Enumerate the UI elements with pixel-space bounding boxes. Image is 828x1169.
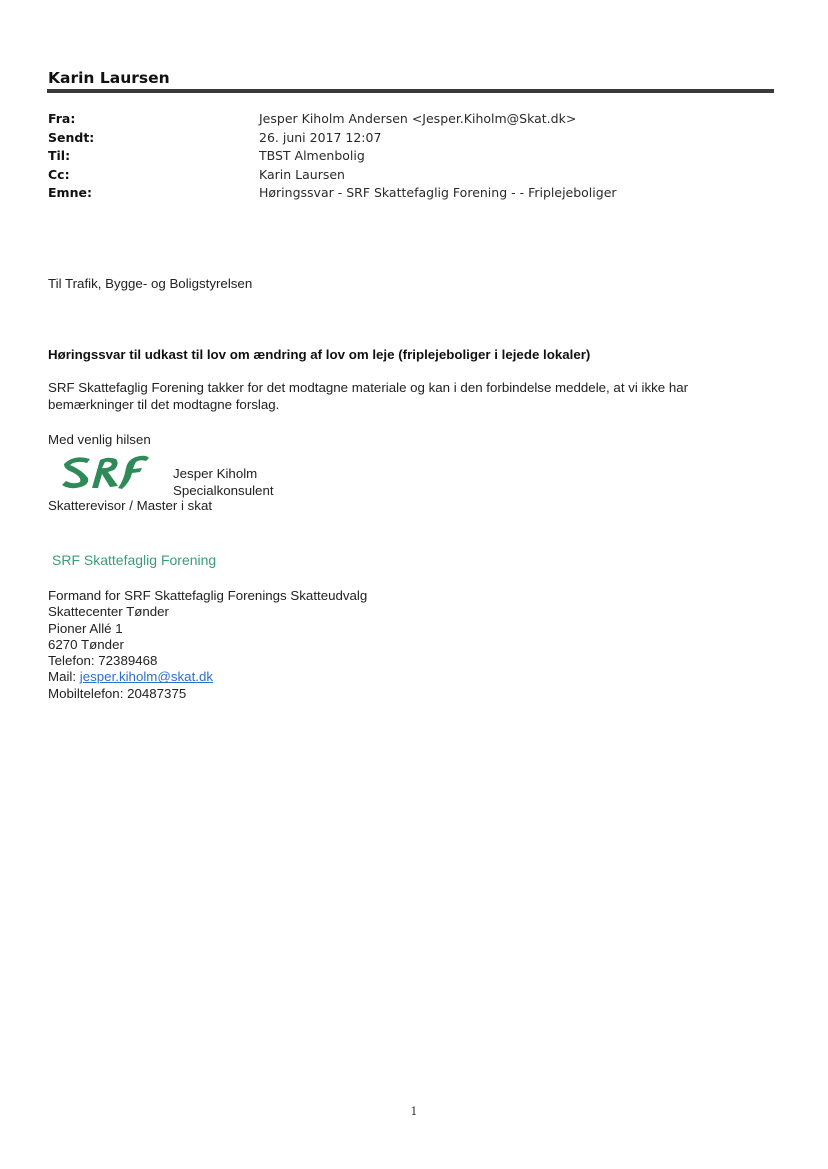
paragraph-line: bemærkninger til det modtagne forslag.	[48, 397, 280, 412]
subject-label: Emne:	[48, 185, 92, 200]
greeting: Til Trafik, Bygge- og Boligstyrelsen	[48, 276, 253, 291]
contact-line: Pioner Allé 1	[48, 620, 123, 636]
from-label: Fra:	[48, 111, 76, 126]
contact-mail-row	[48, 669, 367, 685]
header-row-subject	[48, 184, 768, 203]
mail-label: Mail:	[48, 669, 80, 685]
from-value: Jesper Kiholm Andersen <Jesper.Kiholm@Skat.dk>	[259, 111, 577, 126]
sent-value: 26. juni 2017 12:07	[259, 129, 382, 145]
cc-label: Cc:	[48, 166, 70, 182]
closing: Med venlig hilsen	[48, 432, 151, 447]
sent-label: Sendt:	[48, 129, 95, 145]
letter-paragraph	[48, 379, 748, 413]
letter-subject: Høringssvar til udkast til lov om ændring af lov om leje (friplejeboliger i lejede lokaler)	[48, 347, 591, 362]
page-number: 1	[410, 1105, 418, 1118]
contact-mobile: Mobiltelefon: 20487375	[48, 685, 187, 701]
signature-block	[173, 466, 274, 499]
email-header	[48, 110, 768, 203]
mailbox-owner-name: Karin Laursen	[48, 69, 170, 87]
contact-line: Skattecenter Tønder	[48, 604, 169, 620]
contact-line: 6270 Tønder	[48, 636, 124, 652]
signer-role: Specialkonsulent	[173, 482, 274, 498]
organization-name: SRF Skattefaglig Forening	[52, 552, 217, 568]
header-divider	[47, 89, 774, 93]
to-label: Til:	[48, 148, 71, 163]
contact-line: Formand for SRF Skattefaglig Forenings Skatteudvalg	[48, 588, 368, 603]
cc-value: Karin Laursen	[259, 166, 345, 182]
subject-value: Høringssvar - SRF Skattefaglig Forening - - Friplejeboliger	[259, 185, 617, 200]
signer-title: Skatterevisor / Master i skat	[48, 498, 213, 513]
header-row-from	[48, 110, 768, 129]
mail-link[interactable]: jesper.kiholm@skat.dk	[79, 669, 214, 685]
paragraph-line: SRF Skattefaglig Forening takker for det modtagne materiale og kan i den forbindelse meddele, at vi ikke har	[48, 380, 689, 395]
srf-logo	[60, 450, 150, 492]
contact-phone: Telefon: 72389468	[48, 653, 158, 669]
header-row-cc	[48, 166, 768, 185]
header-row-to	[48, 147, 768, 166]
contact-block	[48, 588, 367, 702]
to-value: TBST Almenbolig	[259, 148, 365, 163]
header-row-sent	[48, 129, 768, 148]
signer-name: Jesper Kiholm	[173, 466, 258, 481]
